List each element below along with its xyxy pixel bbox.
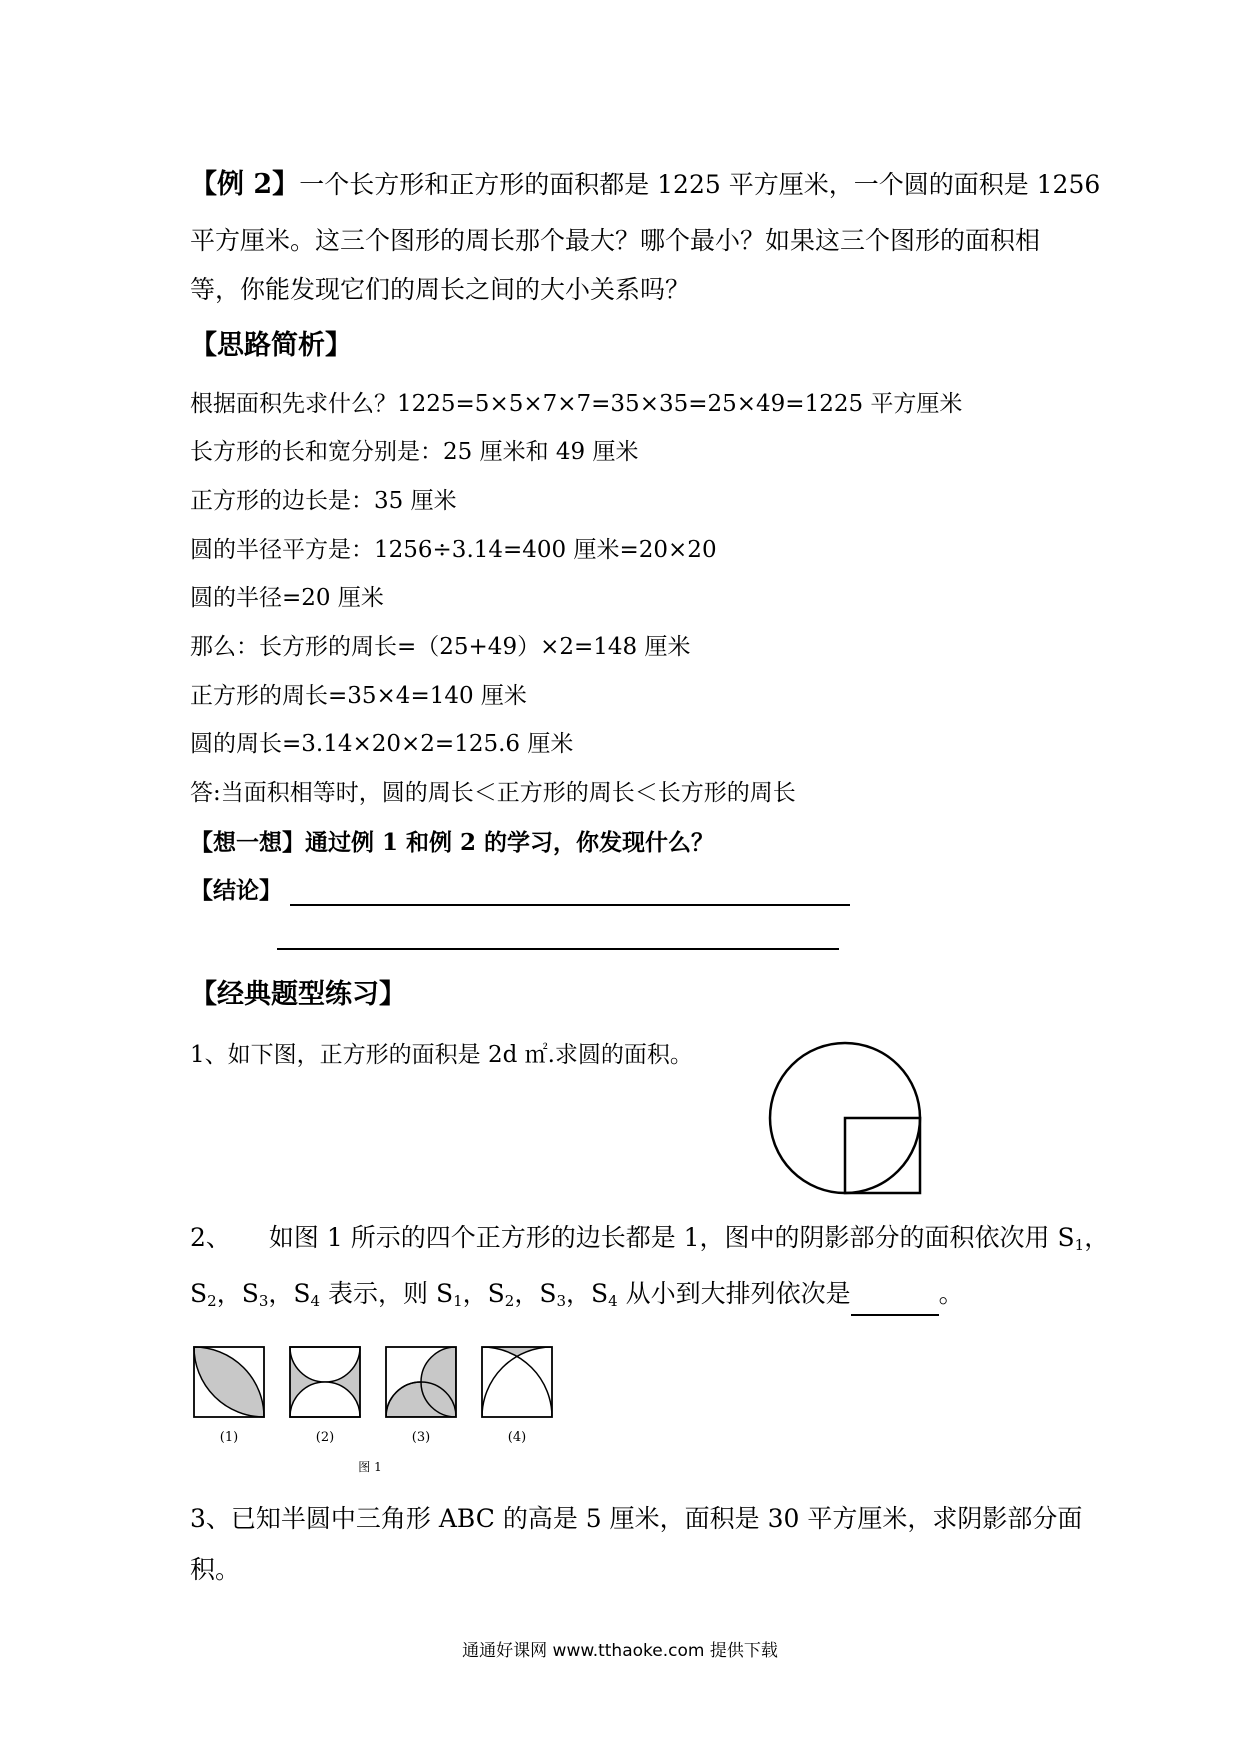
example2-line1 [190, 170, 1100, 200]
example2-text1: 一个长方形和正方形的面积都是 1225 平方厘米，一个圆的面积是 1256 [299, 170, 1101, 199]
example2-tag: 【例 2】 [190, 169, 300, 200]
figure-label-3: (3) [411, 1430, 431, 1445]
question-2-comma: ， [1084, 1223, 1110, 1252]
conclusion-blank-1[interactable] [290, 880, 850, 906]
figure-1-square-3 [386, 1347, 456, 1417]
q2-sub: 4 [310, 1292, 321, 1310]
figure-caption: 图 1 [358, 1460, 382, 1474]
q2-part: ，S [462, 1279, 505, 1308]
figure-label-2: (2) [315, 1430, 335, 1445]
q2-sub: 3 [556, 1292, 567, 1310]
q2-period: 。 [938, 1279, 964, 1308]
q2-part: ，S [268, 1279, 311, 1308]
question-2-line1 [190, 1223, 1109, 1260]
q2-sub: 1 [453, 1292, 463, 1310]
q2-sub: 2 [207, 1292, 217, 1310]
analysis-line: 圆的半径平方是：1256÷3.14=400 厘米=20×20 [190, 537, 717, 563]
example2-line3: 等，你能发现它们的周长之间的大小关系吗？ [190, 275, 691, 304]
think-prompt: 【想一想】通过例 1 和例 2 的学习，你发现什么？ [190, 829, 715, 856]
circle-square-figure [760, 1040, 930, 1210]
figure-1 [190, 1335, 590, 1475]
q2-part: 表示，则 S [320, 1279, 454, 1308]
question-2-sub1: 1 [1074, 1236, 1085, 1254]
q2-sub: 3 [258, 1292, 269, 1310]
question-2-text1: 如图 1 所示的四个正方形的边长都是 1，图中的阴影部分的面积依次用 S [268, 1223, 1075, 1252]
analysis-line: 答:当面积相等时，圆的周长＜正方形的周长＜长方形的周长 [190, 780, 796, 806]
analysis-line: 圆的周长=3.14×20×2=125.6 厘米 [190, 731, 574, 757]
question-1: 1、如下图，正方形的面积是 2d ㎡.求圆的面积。 [190, 1042, 693, 1068]
q2-sub: 4 [608, 1292, 618, 1310]
question-2-number: 2、 [190, 1223, 231, 1252]
analysis-line: 正方形的边长是：35 厘米 [190, 488, 457, 514]
analysis-line: 那么：长方形的周长=（25+49）×2=148 厘米 [190, 634, 691, 660]
figure-1-square-2 [290, 1347, 360, 1417]
answer-blank[interactable] [851, 1292, 939, 1316]
q2-part: ，S [514, 1279, 557, 1308]
conclusion-blank-2[interactable] [277, 948, 839, 950]
q2-part: ，S [566, 1279, 609, 1308]
question-3-line1: 3、已知半圆中三角形 ABC 的高是 5 厘米，面积是 30 平方厘米，求阴影部分面 [190, 1504, 1083, 1533]
figure-label-1: (1) [219, 1430, 239, 1445]
conclusion-row [190, 876, 850, 906]
analysis-line: 长方形的长和宽分别是：25 厘米和 49 厘米 [190, 439, 639, 465]
q2-part: S [190, 1279, 208, 1308]
practice-heading: 【经典题型练习】 [190, 979, 406, 1010]
example2-line2: 平方厘米。这三个图形的周长那个最大？哪个最小？如果这三个图形的面积相 [190, 226, 1041, 255]
analysis-line: 根据面积先求什么？1225=5×5×7×7=35×35=25×49=1225 平方厘米 [190, 391, 963, 417]
question-2-line2 [190, 1279, 964, 1316]
figure-1-square-1 [194, 1347, 264, 1417]
analysis-line: 正方形的周长=35×4=140 厘米 [190, 683, 527, 709]
analysis-line: 圆的半径=20 厘米 [190, 585, 384, 611]
page-footer: 通通好课网 www.tthaoke.com 提供下载 [462, 1641, 778, 1661]
question-3-line2: 积。 [190, 1555, 241, 1584]
q2-part: 从小到大排列依次是 [617, 1279, 851, 1308]
q2-sub: 2 [504, 1292, 515, 1310]
q2-part: ，S [216, 1279, 259, 1308]
figure-label-4: (4) [507, 1430, 527, 1445]
conclusion-label: 【结论】 [190, 877, 282, 904]
analysis-heading: 【思路简析】 [190, 330, 352, 361]
